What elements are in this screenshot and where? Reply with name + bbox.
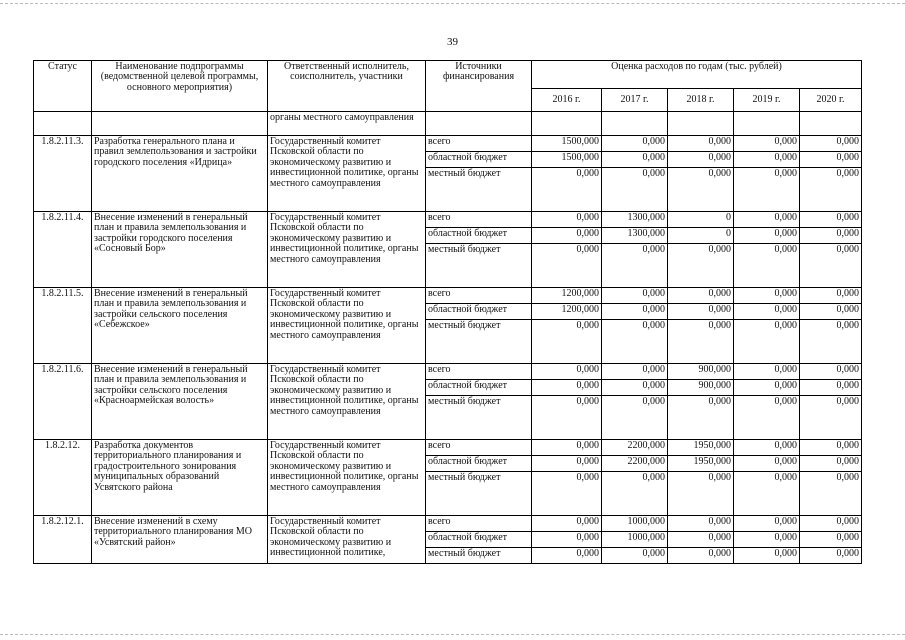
header-name: Наименование подпрограммы (ведомственной целевой программы, основного мероприятия) (92, 61, 268, 112)
table-row (34, 288, 862, 304)
amount-cell: 1950,000 (668, 456, 734, 472)
amount-cell: 0,000 (532, 228, 602, 244)
amount-cell: 0,000 (532, 396, 602, 440)
status-code: 1.8.2.11.3. (34, 136, 92, 212)
amount-cell: 0,000 (800, 320, 862, 364)
program-name: Внесение изменений в схему территориального планирования МО «Усвятский район» (92, 516, 268, 564)
amount-cell: 0,000 (668, 548, 734, 564)
table-row (34, 516, 862, 532)
header-year: 2018 г. (668, 89, 734, 112)
amount-cell: 0,000 (734, 304, 800, 320)
amount-cell: 0,000 (800, 440, 862, 456)
amount-cell: 0,000 (602, 548, 668, 564)
amount-cell: 0,000 (800, 168, 862, 212)
budget-table (33, 60, 862, 564)
amount-cell: 0,000 (668, 532, 734, 548)
amount-cell: 0,000 (800, 212, 862, 228)
table-row (34, 440, 862, 456)
financing-source: местный бюджет (426, 396, 532, 440)
amount-cell: 0,000 (602, 320, 668, 364)
amount-cell: 0,000 (668, 472, 734, 516)
status-code: 1.8.2.11.5. (34, 288, 92, 364)
amount-cell: 0,000 (532, 244, 602, 288)
amount-cell: 1300,000 (602, 212, 668, 228)
amount-cell: 0,000 (668, 152, 734, 168)
amount-cell: 0,000 (800, 516, 862, 532)
amount-cell: 0,000 (734, 136, 800, 152)
status-code: 1.8.2.12. (34, 440, 92, 516)
table-row (34, 212, 862, 228)
status-code: 1.8.2.11.6. (34, 364, 92, 440)
financing-source: местный бюджет (426, 320, 532, 364)
financing-source: областной бюджет (426, 380, 532, 396)
amount-cell: 0,000 (734, 228, 800, 244)
amount-cell: 0,000 (668, 516, 734, 532)
amount-cell: 0,000 (734, 212, 800, 228)
responsible-executor: Государственный комитет Псковской области по экономическому развитию и инвестиционной политике, органы местного самоуправления (268, 364, 426, 440)
status-code: 1.8.2.11.4. (34, 212, 92, 288)
financing-source: всего (426, 288, 532, 304)
amount-cell: 0,000 (800, 288, 862, 304)
financing-source: всего (426, 136, 532, 152)
scan-edge-bottom (0, 634, 905, 635)
amount-cell: 0 (668, 212, 734, 228)
amount-cell: 0,000 (734, 244, 800, 288)
financing-source: всего (426, 212, 532, 228)
program-name: Внесение изменений в генеральный план и правила землепользования и застройки сельского поселения «Себежское» (92, 288, 268, 364)
amount-cell: 0,000 (734, 288, 800, 304)
program-name: Внесение изменений в генеральный план и правила землепользования и застройки сельского поселения «Красноармейская волость» (92, 364, 268, 440)
amount-cell: 0,000 (734, 440, 800, 456)
amount-cell: 0,000 (800, 304, 862, 320)
amount-cell: 0,000 (734, 532, 800, 548)
amount-cell: 0,000 (668, 304, 734, 320)
table-body (34, 112, 862, 564)
amount-cell: 900,000 (668, 364, 734, 380)
header-sources: Источники финансирования (426, 61, 532, 112)
amount-cell: 900,000 (668, 380, 734, 396)
responsible-executor: Государственный комитет Псковской области по экономическому развитию и инвестиционной политике, органы местного самоуправления (268, 440, 426, 516)
amount-cell: 1950,000 (668, 440, 734, 456)
amount-cell: 0,000 (734, 396, 800, 440)
amount-cell: 0,000 (734, 320, 800, 364)
amount-cell: 0,000 (734, 364, 800, 380)
amount-cell: 0,000 (668, 288, 734, 304)
amount-cell: 0,000 (734, 472, 800, 516)
continuation-executor: органы местного самоуправления (268, 112, 426, 136)
financing-source: местный бюджет (426, 168, 532, 212)
program-name: Разработка генерального плана и правил землепользования и застройки городского поселения «Идрица» (92, 136, 268, 212)
amount-cell: 0,000 (602, 244, 668, 288)
responsible-executor: Государственный комитет Псковской области по экономическому развитию и инвестиционной политике, (268, 516, 426, 564)
financing-source: областной бюджет (426, 532, 532, 548)
program-name: Внесение изменений в генеральный план и правила землепользования и застройки городского поселения «Сосновый Бор» (92, 212, 268, 288)
amount-cell: 2200,000 (602, 456, 668, 472)
amount-cell: 0,000 (602, 288, 668, 304)
amount-cell: 0,000 (800, 244, 862, 288)
amount-cell: 0,000 (734, 152, 800, 168)
amount-cell: 0,000 (602, 152, 668, 168)
amount-cell: 0,000 (602, 396, 668, 440)
amount-cell: 0,000 (800, 456, 862, 472)
header-executor: Ответственный исполнитель, соисполнитель, участники (268, 61, 426, 112)
financing-source: областной бюджет (426, 152, 532, 168)
amount-cell: 0,000 (800, 380, 862, 396)
financing-source: всего (426, 440, 532, 456)
header-status: Статус (34, 61, 92, 112)
financing-source: местный бюджет (426, 472, 532, 516)
financing-source: местный бюджет (426, 244, 532, 288)
amount-cell: 0,000 (668, 396, 734, 440)
continuation-row (34, 112, 862, 136)
amount-cell: 1500,000 (532, 136, 602, 152)
header-year: 2017 г. (602, 89, 668, 112)
amount-cell: 1500,000 (532, 152, 602, 168)
amount-cell: 0,000 (668, 244, 734, 288)
responsible-executor: Государственный комитет Псковской области по экономическому развитию и инвестиционной политике, органы местного самоуправления (268, 136, 426, 212)
amount-cell: 0,000 (800, 152, 862, 168)
amount-cell: 0,000 (532, 168, 602, 212)
amount-cell: 0,000 (602, 136, 668, 152)
amount-cell: 0,000 (532, 380, 602, 396)
table-row (34, 364, 862, 380)
header-year: 2019 г. (734, 89, 800, 112)
amount-cell: 1200,000 (532, 288, 602, 304)
financing-source: всего (426, 364, 532, 380)
amount-cell: 0,000 (602, 380, 668, 396)
amount-cell: 0,000 (800, 136, 862, 152)
amount-cell: 0,000 (800, 396, 862, 440)
amount-cell: 1200,000 (532, 304, 602, 320)
amount-cell: 0,000 (602, 364, 668, 380)
amount-cell: 0,000 (602, 168, 668, 212)
table-row (34, 136, 862, 152)
amount-cell: 2200,000 (602, 440, 668, 456)
responsible-executor: Государственный комитет Псковской области по экономическому развитию и инвестиционной политике, органы местного самоуправления (268, 288, 426, 364)
amount-cell: 0,000 (734, 456, 800, 472)
amount-cell: 1000,000 (602, 516, 668, 532)
amount-cell: 0,000 (602, 304, 668, 320)
amount-cell: 0,000 (532, 364, 602, 380)
financing-source: местный бюджет (426, 548, 532, 564)
amount-cell: 0,000 (734, 516, 800, 532)
responsible-executor: Государственный комитет Псковской области по экономическому развитию и инвестиционной политике, органы местного самоуправления (268, 212, 426, 288)
amount-cell: 0,000 (532, 320, 602, 364)
amount-cell: 0,000 (800, 532, 862, 548)
amount-cell: 0,000 (734, 548, 800, 564)
financing-source: областной бюджет (426, 304, 532, 320)
amount-cell: 0,000 (532, 532, 602, 548)
header-year: 2016 г. (532, 89, 602, 112)
amount-cell: 0,000 (532, 548, 602, 564)
amount-cell: 0,000 (800, 228, 862, 244)
amount-cell: 0,000 (668, 320, 734, 364)
amount-cell: 0,000 (532, 212, 602, 228)
amount-cell: 0,000 (734, 380, 800, 396)
financing-source: областной бюджет (426, 228, 532, 244)
amount-cell: 0,000 (668, 168, 734, 212)
amount-cell: 1300,000 (602, 228, 668, 244)
status-code: 1.8.2.12.1. (34, 516, 92, 564)
amount-cell: 0,000 (734, 168, 800, 212)
financing-source: областной бюджет (426, 456, 532, 472)
financing-source: всего (426, 516, 532, 532)
amount-cell: 0,000 (532, 472, 602, 516)
amount-cell: 0,000 (532, 516, 602, 532)
header-year: 2020 г. (800, 89, 862, 112)
amount-cell: 0,000 (668, 136, 734, 152)
amount-cell: 0,000 (602, 472, 668, 516)
amount-cell: 0 (668, 228, 734, 244)
scan-edge-top (0, 3, 905, 4)
amount-cell: 0,000 (532, 440, 602, 456)
program-name: Разработка документов территориального планирования и градостроительного зонирования муниципальных образований Усвятского района (92, 440, 268, 516)
amount-cell: 0,000 (800, 548, 862, 564)
amount-cell: 0,000 (532, 456, 602, 472)
amount-cell: 1000,000 (602, 532, 668, 548)
page-number: 39 (447, 36, 458, 48)
amount-cell: 0,000 (800, 472, 862, 516)
amount-cell: 0,000 (800, 364, 862, 380)
header-estimate: Оценка расходов по годам (тыс. рублей) (532, 61, 862, 89)
